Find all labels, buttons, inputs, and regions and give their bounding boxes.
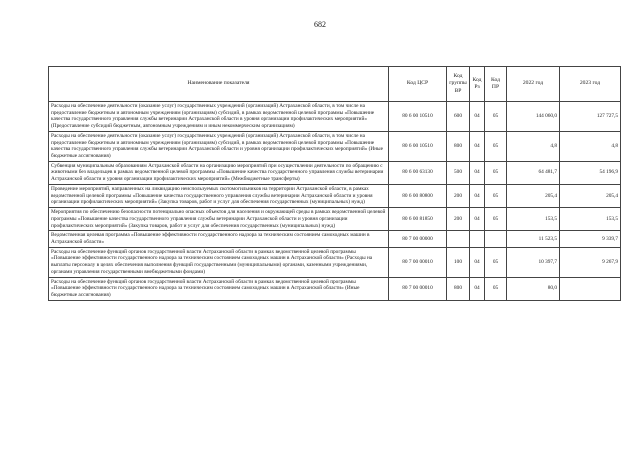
header-csr: Код ЦСР [389, 67, 447, 102]
row-pr: 05 [485, 131, 507, 161]
row-year-2022: 10 397,7 [507, 247, 560, 277]
row-rz: 04 [470, 277, 485, 300]
header-name: Наименование показателя [49, 67, 389, 102]
header-rz: Код Рз [470, 67, 485, 102]
row-vr: 100 [447, 247, 470, 277]
row-name: Расходы на обеспечение деятельности (оказание услуг) государственных учреждений (организаций) Астраханской области, в том числе на предоставление бюджетным и автономным учреждениям (организациям) субсидий, в рамках ведомственной целевой программы «Повышение качества государственного управления службы ветеринарии Астраханской области в уровня организации профилактических мероприятий» (Предоставление субсидий бюджетным, автономным учреждениям и иным некоммерческим организациям) [49, 102, 389, 132]
row-year-2023: 127 727,5 [560, 102, 621, 132]
row-vr: 200 [447, 208, 470, 231]
table-row [49, 161, 621, 184]
row-vr [447, 231, 470, 247]
row-csr: 80 6 00 63130 [389, 161, 447, 184]
page-number: 682 [314, 20, 326, 29]
row-name: Проведение мероприятий, направленных на ликвидацию неиспользуемых скотомогильников на территории Астраханской области, в рамках ведомственной целевой программы «Повышение качества государственного управления службы ветеринарии Астраханской области и уровня организации профилактических мероприятий» (Закупка товаров, работ и услуг для обеспечения государственных (муниципальных) нужд) [49, 184, 389, 207]
row-csr: 80 7 00 00010 [389, 277, 447, 300]
row-rz [470, 231, 485, 247]
budget-table [48, 66, 621, 301]
row-pr: 05 [485, 161, 507, 184]
row-csr: 80 6 00 10510 [389, 131, 447, 161]
table-row [49, 208, 621, 231]
row-year-2023: 9 267,9 [560, 247, 621, 277]
table-row [49, 131, 621, 161]
table-header-row [49, 67, 621, 102]
row-name: Расходы на обеспечение деятельности (оказание услуг) государственных учреждений (организаций) Астраханской области, в том числе на предоставление бюджетным и автономным учреждениям (организациям) субсидий, в рамках ведомственной целевой программы «Повышение качества государственного управления службы ветеринарии Астраханской области и уровня организации профилактических мероприятий» (Иные бюджетные ассигнования) [49, 131, 389, 161]
header-group-vr: Код группы ВР [447, 67, 470, 102]
row-year-2022: 4,8 [507, 131, 560, 161]
table-row [49, 277, 621, 300]
table-row [49, 184, 621, 207]
header-pr: Код ПР [485, 67, 507, 102]
row-year-2022: 144 060,0 [507, 102, 560, 132]
row-pr: 05 [485, 208, 507, 231]
row-year-2022: 205,4 [507, 184, 560, 207]
row-year-2022: 80,0 [507, 277, 560, 300]
row-pr: 05 [485, 277, 507, 300]
row-vr: 800 [447, 131, 470, 161]
row-csr: 80 7 00 00000 [389, 231, 447, 247]
row-csr: 80 7 00 00010 [389, 247, 447, 277]
row-year-2022: 153,5 [507, 208, 560, 231]
row-year-2023: 205,4 [560, 184, 621, 207]
row-rz: 04 [470, 161, 485, 184]
table-row [49, 231, 621, 247]
row-rz: 04 [470, 131, 485, 161]
row-rz: 04 [470, 184, 485, 207]
row-rz: 04 [470, 208, 485, 231]
row-name: Субвенция муниципальным образованиям Астраханской области на организацию мероприятий при осуществлении деятельности по обращению с животными без владельцев в рамках ведомственной целевой программы «Повышение качества государственного управления службы ветеринарии Астраханской области и уровня организации профилактических мероприятий» (Межбюджетные трансферты) [49, 161, 389, 184]
header-year-2023: 2023 год [560, 67, 621, 102]
row-year-2023 [560, 277, 621, 300]
row-vr: 600 [447, 102, 470, 132]
row-rz: 04 [470, 102, 485, 132]
row-csr: 80 6 00 81850 [389, 208, 447, 231]
table-row [49, 247, 621, 277]
row-year-2022: 11 523,5 [507, 231, 560, 247]
row-year-2023: 4,8 [560, 131, 621, 161]
row-vr: 500 [447, 161, 470, 184]
row-name: Ведомственная целевая программа «Повышение эффективности государственного надзора за техническим состоянием самоходных машин в Астраханской области» [49, 231, 389, 247]
row-year-2023: 54 196,9 [560, 161, 621, 184]
row-year-2023: 153,5 [560, 208, 621, 231]
row-pr: 05 [485, 247, 507, 277]
row-vr: 200 [447, 184, 470, 207]
row-name: Расходы на обеспечение функций органов государственной власти Астраханской области в рамках ведомственной целевой программы «Повышение эффективности государственного надзора за техническим состоянием самоходных машин в Астраханской области» (Иные бюджетные ассигнования) [49, 277, 389, 300]
row-vr: 800 [447, 277, 470, 300]
row-name: Расходы на обеспечение функций органов государственной власти Астраханской области в рамках ведомственной целевой программы «Повышение эффективности государственного надзора за техническим состоянием самоходных машин в Астраханской области» (Расходы на выплаты персоналу в целях обеспечения выполнения функций государственными (муниципальными) органами, казенными учреждениями, органами управления государственными внебюджетными фондами) [49, 247, 389, 277]
row-pr: 05 [485, 102, 507, 132]
row-name: Мероприятия по обеспечению безопасности потенциально опасных объектов для населения и окружающей среды в рамках ведомственной целевой программы «Повышение качества государственного управления службы ветеринарии Астраханской области и уровня организации профилактических мероприятий» (Закупка товаров, работ и услуг для обеспечения государственных (муниципальных) нужд) [49, 208, 389, 231]
row-year-2023: 9 339,7 [560, 231, 621, 247]
row-csr: 80 6 00 80800 [389, 184, 447, 207]
row-rz: 04 [470, 247, 485, 277]
row-year-2022: 64 481,7 [507, 161, 560, 184]
row-csr: 80 6 00 10510 [389, 102, 447, 132]
header-year-2022: 2022 год [507, 67, 560, 102]
row-pr: 05 [485, 184, 507, 207]
row-pr [485, 231, 507, 247]
table-row [49, 102, 621, 132]
